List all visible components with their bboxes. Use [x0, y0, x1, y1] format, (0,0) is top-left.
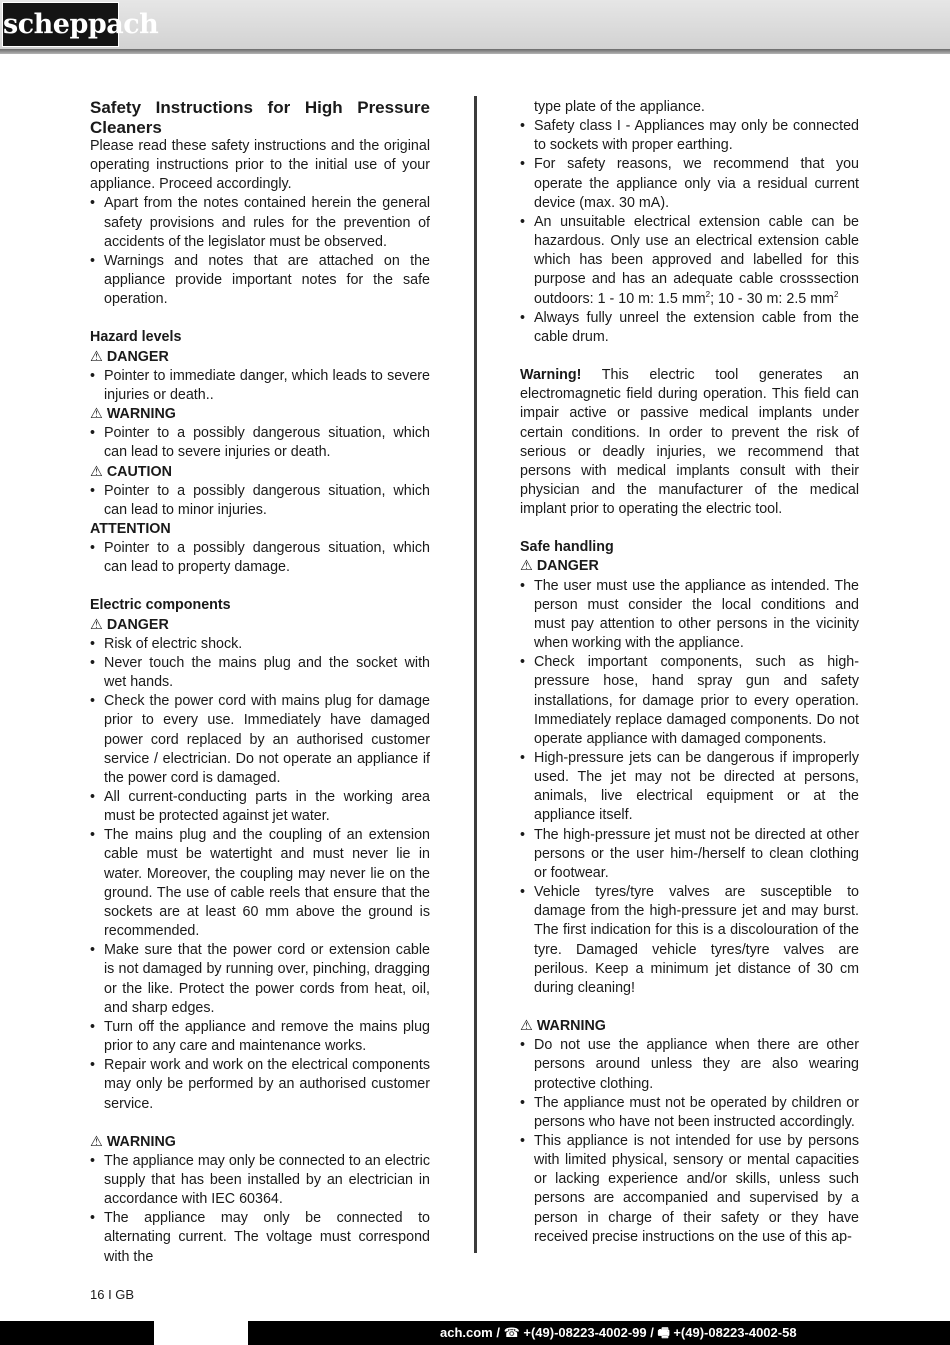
- right-column: [520, 98, 859, 1247]
- safe-warning-list: [520, 1036, 859, 1247]
- danger-text: DANGER: [536, 558, 599, 575]
- list-item: • Make sure that the power cord or extension cable is not damaged by running over, pinching, dragging or the like. Protect the power cords from heat, oil, and sharp edges.: [90, 941, 430, 1018]
- superscript: 2: [705, 289, 711, 299]
- safe-handling-heading: Safe handling: [520, 539, 614, 556]
- list-item: • Always fully unreel the extension cable from the cable drum.: [520, 309, 859, 347]
- page-header: [0, 0, 950, 50]
- warning-triangle-icon: ⚠: [90, 406, 103, 423]
- warning-triangle-icon: ⚠: [90, 463, 103, 480]
- column-divider: [474, 96, 477, 1253]
- left-column: [90, 98, 430, 1267]
- list-item: • For safety reasons, we recommend that you operate the appliance only via a residual current device (max. 30 mA).: [520, 155, 859, 212]
- list-item: • Warnings and notes that are attached on the appliance provide important notes for the safe operation.: [90, 252, 430, 309]
- warning-triangle-icon: ⚠: [90, 348, 103, 365]
- caution-label: [90, 463, 430, 482]
- warning-triangle-icon: ⚠: [90, 1133, 103, 1150]
- cable-text: An unsuitable electrical extension cable can be hazardous. Only use an electrical extension cable which has been approved and labelled for this purpose and has an adequate cable crosssection outdoors: 1 - 10 m: 1.5 mm: [534, 213, 859, 307]
- danger-label: [90, 616, 430, 635]
- warning-label: [90, 405, 430, 424]
- emf-warning: [520, 366, 859, 519]
- warning-triangle-icon: ⚠: [520, 1018, 533, 1035]
- danger-label: [520, 557, 859, 576]
- electric-warning-list: [90, 1152, 430, 1267]
- attention-label: ATTENTION: [90, 520, 171, 537]
- hazard-levels-heading: Hazard levels: [90, 329, 182, 346]
- list-item: • Pointer to a possibly dangerous situation, which can lead to minor injuries.: [90, 482, 430, 520]
- list-item: • Repair work and work on the electrical components may only be performed by an authorised customer service.: [90, 1056, 430, 1113]
- caution-text: CAUTION: [106, 463, 172, 480]
- list-item: • All current-conducting parts in the working area must be protected against jet water.: [90, 788, 430, 826]
- page-number: 16 I GB: [90, 1287, 135, 1302]
- list-item: • High-pressure jets can be dangerous if improperly used. The jet may not be directed at persons, animals, live electrical equipment or at the appliance itself.: [520, 749, 859, 826]
- warning-text: WARNING: [536, 1018, 606, 1035]
- list-item: • This appliance is not intended for use by persons with limited physical, sensory or mental capacities or lacking experience and/or skills, unless such persons are accompanied and supervised by a person in charge of their safety or they have received precise instructions on the use of this ap-: [520, 1132, 859, 1247]
- intro-text: Please read these safety instructions and the original operating instructions prior to the initial use of your appliance. Proceed accordingly.: [90, 138, 430, 193]
- list-item: • Turn off the appliance and remove the mains plug prior to any care and maintenance works.: [90, 1018, 430, 1056]
- superscript: 2: [834, 289, 839, 299]
- list-item: • Pointer to immediate danger, which leads to severe injuries or death..: [90, 367, 430, 405]
- warning-body: This electric tool generates an electromagnetic field during operation. This field can impair active or passive medical implants under certain conditions. In order to prevent the risk of serious or deadly injuries, we recommend that persons with medical implants consult with their physician and the manufacturer of the medical implant prior to operating the electric tool.: [520, 367, 859, 518]
- list-item: • Never touch the mains plug and the socket with wet hands.: [90, 654, 430, 692]
- brand-logo: scheppach: [2, 2, 119, 47]
- list-item: • Risk of electric shock.: [90, 635, 430, 654]
- list-item: • Check important components, such as high-pressure hose, hand spray gun and safety installations, for damage prior to every operation. Immediately replace damaged components. Do not operate appliance with damaged components.: [520, 653, 859, 749]
- list-item: • Check the power cord with mains plug for damage prior to every use. Immediately have damaged power cord replaced by an authorised customer service / electrician. Do not operate an appliance if the power cord is damaged.: [90, 692, 430, 788]
- header-rule: [0, 49, 950, 54]
- list-item: • The appliance must not be operated by children or persons who have not been instructed accordingly.: [520, 1094, 859, 1132]
- danger-text: DANGER: [106, 616, 169, 633]
- warning-label: [520, 1017, 859, 1036]
- cable-text-cont: ; 10 - 30 m: 2.5 mm: [710, 290, 835, 307]
- list-item-continued: type plate of the appliance.: [534, 99, 705, 115]
- footer-contact: ach.com / ☎ +(49)-08223-4002-99 / 🖷 +(49)-08223-4002-58: [440, 1325, 797, 1340]
- list-item: • The user must use the appliance as intended. The person must consider the local conditions and must pay attention to other persons in the vicinity when working with the appliance.: [520, 577, 859, 654]
- electric-components-heading: Electric components: [90, 597, 231, 614]
- list-item: • The high-pressure jet must not be directed at other persons or the user him-/herself to clean clothing or footwear.: [520, 826, 859, 883]
- list-item: • The mains plug and the coupling of an extension cable must be watertight and must never lie in water. Moreover, the coupling may never lie on the ground. The use of cable reels that ensure that the sockets are at least 60 mm above the ground is recommended.: [90, 826, 430, 941]
- warning-text: WARNING: [106, 1133, 176, 1150]
- warning-label: [90, 1133, 430, 1152]
- supply-list: [520, 98, 859, 347]
- list-item: • The appliance may only be connected to an electric supply that has been installed by an electrician in accordance with IEC 60364.: [90, 1152, 430, 1209]
- list-item: • Safety class I - Appliances may only be connected to sockets with proper earthing.: [520, 117, 859, 155]
- list-item: • Pointer to a possibly dangerous situation, which can lead to property damage.: [90, 539, 430, 577]
- safe-handling-list: [520, 577, 859, 998]
- list-item: • Do not use the appliance when there are other persons around unless they are also wearing protective clothing.: [520, 1036, 859, 1093]
- list-item: • Apart from the notes contained herein the general safety provisions and rules for the prevention of accidents of the legislator must be observed.: [90, 194, 430, 251]
- intro-list: [90, 194, 430, 309]
- warning-triangle-icon: ⚠: [90, 616, 103, 633]
- electric-list: [90, 635, 430, 1114]
- list-item: • Vehicle tyres/tyre valves are susceptible to damage from the high-pressure jet and may burst. The first indication for this is a discolouration of the tyre. Damaged vehicle tyres/tyre valves are perilous. Keep a minimum jet distance of 30 cm during cleaning!: [520, 883, 859, 998]
- danger-label: [90, 348, 430, 367]
- warning-text: WARNING: [106, 406, 176, 423]
- warning-lead: Warning!: [520, 367, 582, 384]
- page-title: Safety Instructions for High Pressure Cleaners: [90, 98, 430, 137]
- list-item: • Pointer to a possibly dangerous situation, which can lead to severe injuries or death.: [90, 424, 430, 462]
- danger-text: DANGER: [106, 348, 169, 365]
- footer-gap: [154, 1321, 248, 1345]
- warning-triangle-icon: ⚠: [520, 558, 533, 575]
- list-item: [520, 213, 859, 309]
- list-item: • The appliance may only be connected to alternating current. The voltage must correspond with the: [90, 1209, 430, 1266]
